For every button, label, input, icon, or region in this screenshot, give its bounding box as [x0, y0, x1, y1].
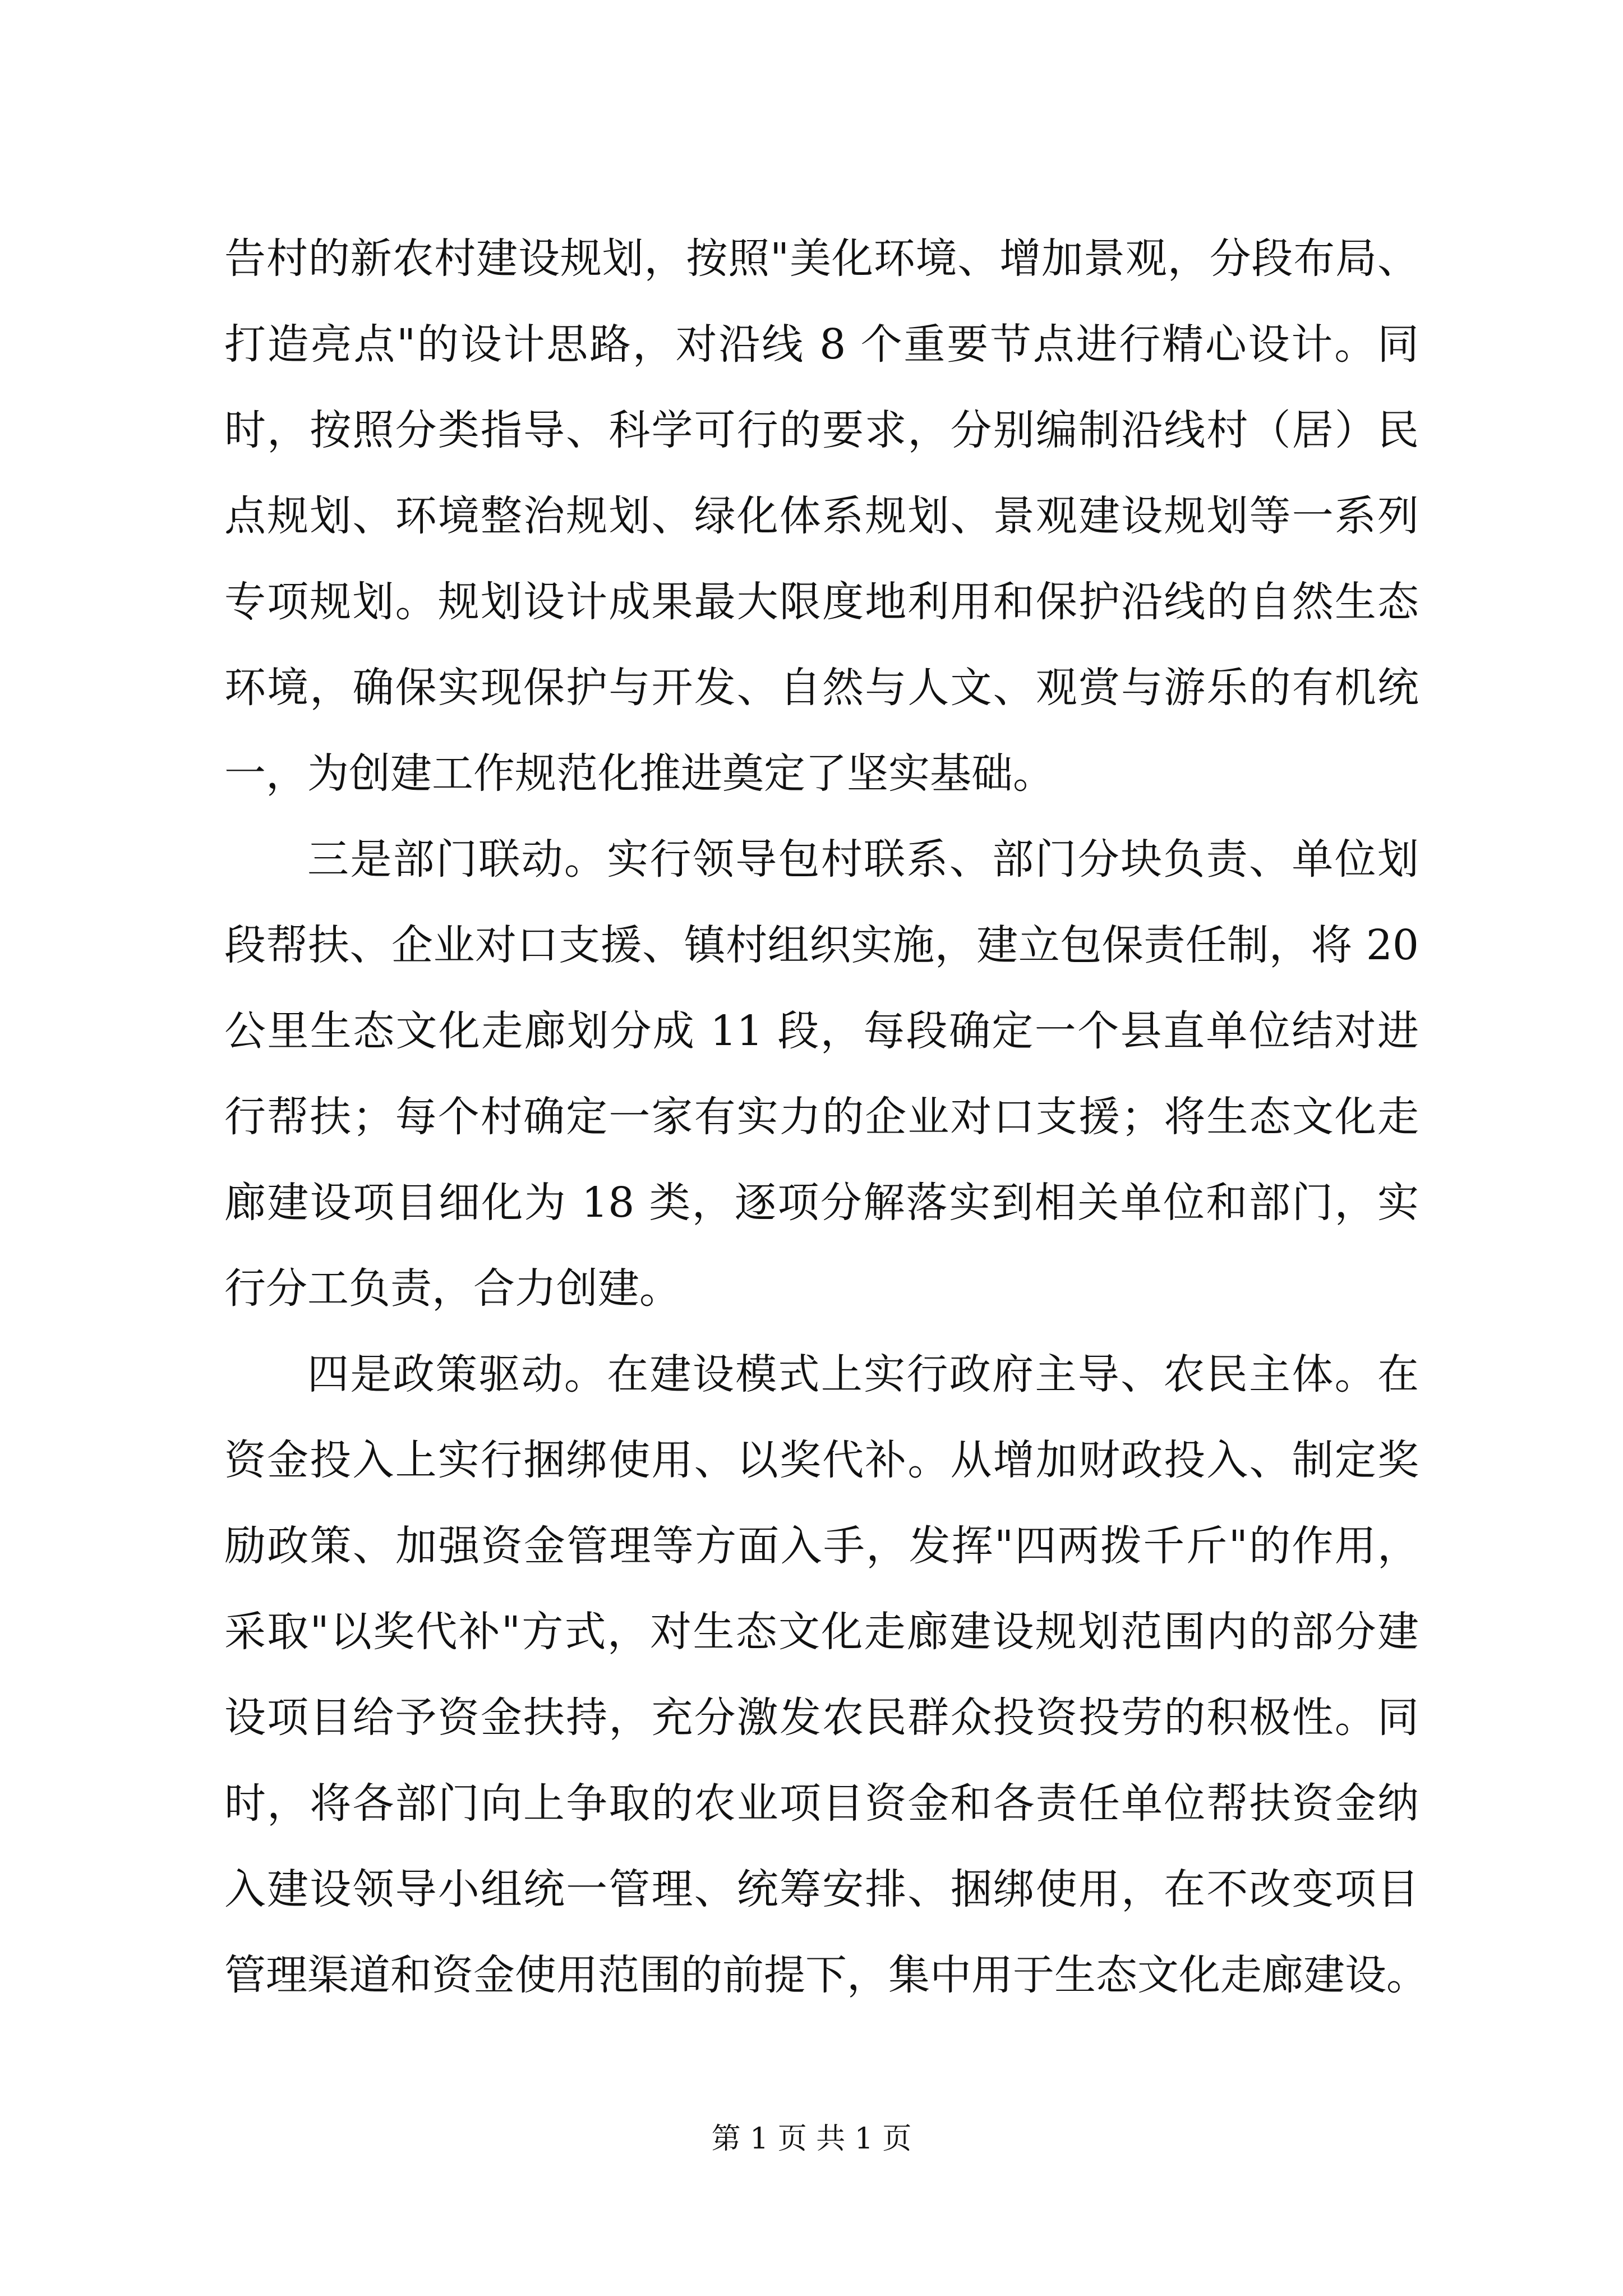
document-body [224, 216, 1428, 2018]
text-line: 励政策、加强资金管理等方面入手，发挥"四两拨千斤"的作用， [224, 1522, 1419, 1570]
text-line: 四是政策驱动。在建设模式上实行政府主导、农民主体。在 [307, 1350, 1419, 1398]
text-line: 公里生态文化走廊划分成 11 段，每段确定一个县直单位结对进 [224, 1007, 1419, 1055]
text-line: 一，为创建工作规范化推进奠定了坚实基础。 [224, 749, 1054, 798]
paragraph-3 [224, 1332, 1428, 2018]
paragraph-1 [224, 216, 1419, 817]
page-number: 第 1 页 共 1 页 [711, 2122, 912, 2156]
text-line: 廊建设项目细化为 18 类，逐项分解落实到相关单位和部门，实 [224, 1179, 1419, 1227]
text-line: 时，将各部门向上争取的农业项目资金和各责任单位帮扶资金纳 [224, 1779, 1419, 1828]
text-line: 环境，确保实现保护与开发、自然与人文、观赏与游乐的有机统 [224, 664, 1419, 712]
text-line: 设项目给予资金扶持，充分激发农民群众投资投劳的积极性。同 [224, 1694, 1419, 1742]
text-line: 管理渠道和资金使用范围的前提下，集中用于生态文化走廊建设。 [224, 1951, 1428, 1999]
text-line: 点规划、环境整治规划、绿化体系规划、景观建设规划等一系列 [224, 492, 1419, 540]
text-line: 专项规划。规划设计成果最大限度地利用和保护沿线的自然生态 [224, 578, 1419, 626]
text-line: 资金投入上实行捆绑使用、以奖代补。从增加财政投入、制定奖 [224, 1436, 1419, 1484]
text-line: 行分工负责，合力创建。 [224, 1264, 681, 1313]
text-line: 段帮扶、企业对口支援、镇村组织实施，建立包保责任制，将 20 [224, 921, 1419, 969]
text-line: 入建设领导小组统一管理、统筹安排、捆绑使用，在不改变项目 [224, 1865, 1419, 1913]
text-line: 采取"以奖代补"方式，对生态文化走廊建设规划范围内的部分建 [224, 1608, 1419, 1656]
text-line: 三是部门联动。实行领导包村联系、部门分块负责、单位划 [307, 835, 1419, 884]
text-line: 打造亮点"的设计思路，对沿线 8 个重要节点进行精心设计。同 [224, 320, 1419, 369]
page-footer [0, 2119, 1623, 2159]
text-line: 告村的新农村建设规划，按照"美化环境、增加景观，分段布局、 [224, 234, 1419, 283]
paragraph-2 [224, 817, 1419, 1332]
text-line: 时，按照分类指导、科学可行的要求，分别编制沿线村（居）民 [224, 406, 1419, 454]
text-line: 行帮扶；每个村确定一家有实力的企业对口支援；将生态文化走 [224, 1093, 1419, 1141]
